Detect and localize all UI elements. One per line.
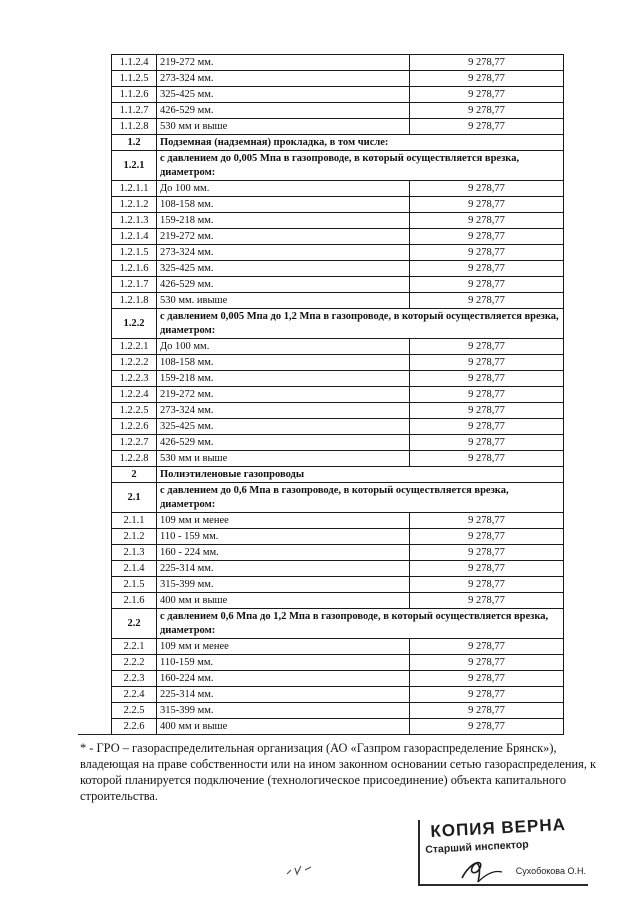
item-code: 1.2.1.2 bbox=[112, 197, 157, 213]
table-row bbox=[112, 213, 564, 229]
table-row bbox=[112, 419, 564, 435]
item-code: 1.2.1.1 bbox=[112, 181, 157, 197]
table-row bbox=[112, 355, 564, 371]
tariff-table bbox=[111, 54, 564, 735]
item-code: 1.2.2.4 bbox=[112, 387, 157, 403]
item-code: 2.2.1 bbox=[112, 639, 157, 655]
table-section-row bbox=[112, 309, 564, 339]
item-description: 325-425 мм. bbox=[157, 419, 410, 435]
item-description: 325-425 мм. bbox=[157, 87, 410, 103]
item-code: 1.2.2.3 bbox=[112, 371, 157, 387]
table-row bbox=[112, 655, 564, 671]
item-code: 1.1.2.8 bbox=[112, 119, 157, 135]
item-price: 9 278,77 bbox=[410, 687, 564, 703]
item-code: 1.2.2 bbox=[112, 309, 157, 339]
table-row bbox=[112, 261, 564, 277]
item-code: 2.2.6 bbox=[112, 719, 157, 735]
item-price: 9 278,77 bbox=[410, 387, 564, 403]
table-row bbox=[112, 435, 564, 451]
item-code: 2.1.3 bbox=[112, 545, 157, 561]
stamp-title: КОПИЯ ВЕРНА bbox=[430, 814, 567, 841]
item-price: 9 278,77 bbox=[410, 197, 564, 213]
item-price: 9 278,77 bbox=[410, 671, 564, 687]
item-code: 2.2 bbox=[112, 609, 157, 639]
table-section-row bbox=[112, 483, 564, 513]
item-code: 2.1.4 bbox=[112, 561, 157, 577]
item-description: 273-324 мм. bbox=[157, 245, 410, 261]
item-description: 160 - 224 мм. bbox=[157, 545, 410, 561]
item-description: 108-158 мм. bbox=[157, 197, 410, 213]
item-code: 1.2.2.6 bbox=[112, 419, 157, 435]
item-code: 1.2.1.5 bbox=[112, 245, 157, 261]
item-price: 9 278,77 bbox=[410, 71, 564, 87]
item-price: 9 278,77 bbox=[410, 261, 564, 277]
item-description: 530 мм и выше bbox=[157, 119, 410, 135]
item-code: 2.2.2 bbox=[112, 655, 157, 671]
item-description: 400 мм и выше bbox=[157, 593, 410, 609]
item-code: 1.2.2.8 bbox=[112, 451, 157, 467]
item-description: 108-158 мм. bbox=[157, 355, 410, 371]
item-price: 9 278,77 bbox=[410, 639, 564, 655]
table-row bbox=[112, 387, 564, 403]
item-code: 1.1.2.7 bbox=[112, 103, 157, 119]
item-price: 9 278,77 bbox=[410, 229, 564, 245]
item-description: 110-159 мм. bbox=[157, 655, 410, 671]
table-section-row bbox=[112, 609, 564, 639]
certified-copy-stamp bbox=[418, 814, 588, 886]
item-description: 400 мм и выше bbox=[157, 719, 410, 735]
item-price: 9 278,77 bbox=[410, 719, 564, 735]
table-row bbox=[112, 277, 564, 293]
item-description: 530 мм и выше bbox=[157, 451, 410, 467]
table-row bbox=[112, 671, 564, 687]
footnote-text: * - ГРО – газораспределительная организация (АО «Газпром газораспределение Брянск»), владеющая на праве собственности или на ином законном основании сетью газораспределения, к которой планируется подключение (технологическое присоединение) объекта капитального строительства. bbox=[80, 741, 597, 803]
item-price: 9 278,77 bbox=[410, 513, 564, 529]
tariff-table-body bbox=[112, 55, 564, 735]
item-price: 9 278,77 bbox=[410, 655, 564, 671]
table-row bbox=[112, 561, 564, 577]
section-title: с давлением 0,005 Мпа до 1,2 Мпа в газопроводе, в который осуществляется врезка, диаметром: bbox=[157, 309, 564, 339]
table-row bbox=[112, 119, 564, 135]
item-code: 1.1.2.5 bbox=[112, 71, 157, 87]
table-row bbox=[112, 451, 564, 467]
item-price: 9 278,77 bbox=[410, 703, 564, 719]
item-price: 9 278,77 bbox=[410, 245, 564, 261]
table-row bbox=[112, 371, 564, 387]
item-price: 9 278,77 bbox=[410, 103, 564, 119]
item-description: 225-314 мм. bbox=[157, 687, 410, 703]
item-code: 2.2.5 bbox=[112, 703, 157, 719]
item-price: 9 278,77 bbox=[410, 339, 564, 355]
table-row bbox=[112, 687, 564, 703]
item-code: 1.1.2.4 bbox=[112, 55, 157, 71]
item-price: 9 278,77 bbox=[410, 561, 564, 577]
item-code: 2.1.1 bbox=[112, 513, 157, 529]
item-code: 2.1.5 bbox=[112, 577, 157, 593]
stamp-officer-name: Сухобокова О.Н. bbox=[515, 866, 586, 876]
item-description: До 100 мм. bbox=[157, 339, 410, 355]
item-price: 9 278,77 bbox=[410, 451, 564, 467]
table-row bbox=[112, 55, 564, 71]
item-description: 530 мм. ивыше bbox=[157, 293, 410, 309]
item-code: 1.2 bbox=[112, 135, 157, 151]
item-price: 9 278,77 bbox=[410, 545, 564, 561]
item-price: 9 278,77 bbox=[410, 87, 564, 103]
item-description: 219-272 мм. bbox=[157, 387, 410, 403]
item-code: 1.2.1.4 bbox=[112, 229, 157, 245]
item-description: 219-272 мм. bbox=[157, 229, 410, 245]
table-row bbox=[112, 529, 564, 545]
item-description: 273-324 мм. bbox=[157, 403, 410, 419]
scan-mark-icon bbox=[283, 858, 317, 880]
item-description: 315-399 мм. bbox=[157, 703, 410, 719]
section-title: Подземная (надземная) прокладка, в том числе: bbox=[157, 135, 564, 151]
item-price: 9 278,77 bbox=[410, 119, 564, 135]
item-price: 9 278,77 bbox=[410, 277, 564, 293]
table-row bbox=[112, 513, 564, 529]
table-section-row bbox=[112, 135, 564, 151]
table-row bbox=[112, 719, 564, 735]
table-row bbox=[112, 403, 564, 419]
table-row bbox=[112, 703, 564, 719]
item-description: 325-425 мм. bbox=[157, 261, 410, 277]
item-code: 2.2.3 bbox=[112, 671, 157, 687]
item-code: 1.1.2.6 bbox=[112, 87, 157, 103]
table-section-row bbox=[112, 151, 564, 181]
item-price: 9 278,77 bbox=[410, 577, 564, 593]
footnote-divider bbox=[78, 734, 246, 735]
item-code: 2.1.6 bbox=[112, 593, 157, 609]
table-row bbox=[112, 339, 564, 355]
item-description: 219-272 мм. bbox=[157, 55, 410, 71]
table-section-row bbox=[112, 467, 564, 483]
item-price: 9 278,77 bbox=[410, 371, 564, 387]
stamp-position: Старший инспектор bbox=[425, 838, 529, 856]
table-row bbox=[112, 103, 564, 119]
item-code: 1.2.1.6 bbox=[112, 261, 157, 277]
section-title: Полиэтиленовые газопроводы bbox=[157, 467, 564, 483]
item-description: 426-529 мм. bbox=[157, 277, 410, 293]
table-row bbox=[112, 593, 564, 609]
handwritten-signature-icon bbox=[456, 856, 506, 884]
item-price: 9 278,77 bbox=[410, 181, 564, 197]
item-price: 9 278,77 bbox=[410, 529, 564, 545]
item-code: 2.1 bbox=[112, 483, 157, 513]
item-description: 159-218 мм. bbox=[157, 213, 410, 229]
table-row bbox=[112, 181, 564, 197]
item-code: 2.2.4 bbox=[112, 687, 157, 703]
item-code: 1.2.1 bbox=[112, 151, 157, 181]
item-description: 160-224 мм. bbox=[157, 671, 410, 687]
item-description: 426-529 мм. bbox=[157, 103, 410, 119]
item-price: 9 278,77 bbox=[410, 403, 564, 419]
table-row bbox=[112, 245, 564, 261]
table-row bbox=[112, 197, 564, 213]
section-title: с давлением до 0,6 Мпа в газопроводе, в который осуществляется врезка, диаметром: bbox=[157, 483, 564, 513]
section-title: с давлением 0,6 Мпа до 1,2 Мпа в газопроводе, в который осуществляется врезка, диаметром: bbox=[157, 609, 564, 639]
section-title: с давлением до 0,005 Мпа в газопроводе, в который осуществляется врезка, диаметром: bbox=[157, 151, 564, 181]
item-code: 1.2.2.7 bbox=[112, 435, 157, 451]
item-description: 315-399 мм. bbox=[157, 577, 410, 593]
table-row bbox=[112, 71, 564, 87]
item-description: До 100 мм. bbox=[157, 181, 410, 197]
item-price: 9 278,77 bbox=[410, 435, 564, 451]
table-row bbox=[112, 639, 564, 655]
item-description: 273-324 мм. bbox=[157, 71, 410, 87]
item-code: 1.2.1.7 bbox=[112, 277, 157, 293]
item-description: 159-218 мм. bbox=[157, 371, 410, 387]
item-price: 9 278,77 bbox=[410, 593, 564, 609]
item-code: 1.2.1.3 bbox=[112, 213, 157, 229]
item-description: 110 - 159 мм. bbox=[157, 529, 410, 545]
item-code: 1.2.2.2 bbox=[112, 355, 157, 371]
table-row bbox=[112, 293, 564, 309]
item-code: 2.1.2 bbox=[112, 529, 157, 545]
item-price: 9 278,77 bbox=[410, 419, 564, 435]
item-description: 109 мм и менее bbox=[157, 513, 410, 529]
table-row bbox=[112, 87, 564, 103]
table-row bbox=[112, 545, 564, 561]
item-description: 109 мм и менее bbox=[157, 639, 410, 655]
item-code: 2 bbox=[112, 467, 157, 483]
table-row bbox=[112, 577, 564, 593]
item-price: 9 278,77 bbox=[410, 213, 564, 229]
item-description: 426-529 мм. bbox=[157, 435, 410, 451]
item-price: 9 278,77 bbox=[410, 55, 564, 71]
item-code: 1.2.2.1 bbox=[112, 339, 157, 355]
table-row bbox=[112, 229, 564, 245]
item-code: 1.2.1.8 bbox=[112, 293, 157, 309]
item-code: 1.2.2.5 bbox=[112, 403, 157, 419]
item-description: 225-314 мм. bbox=[157, 561, 410, 577]
item-price: 9 278,77 bbox=[410, 293, 564, 309]
item-price: 9 278,77 bbox=[410, 355, 564, 371]
